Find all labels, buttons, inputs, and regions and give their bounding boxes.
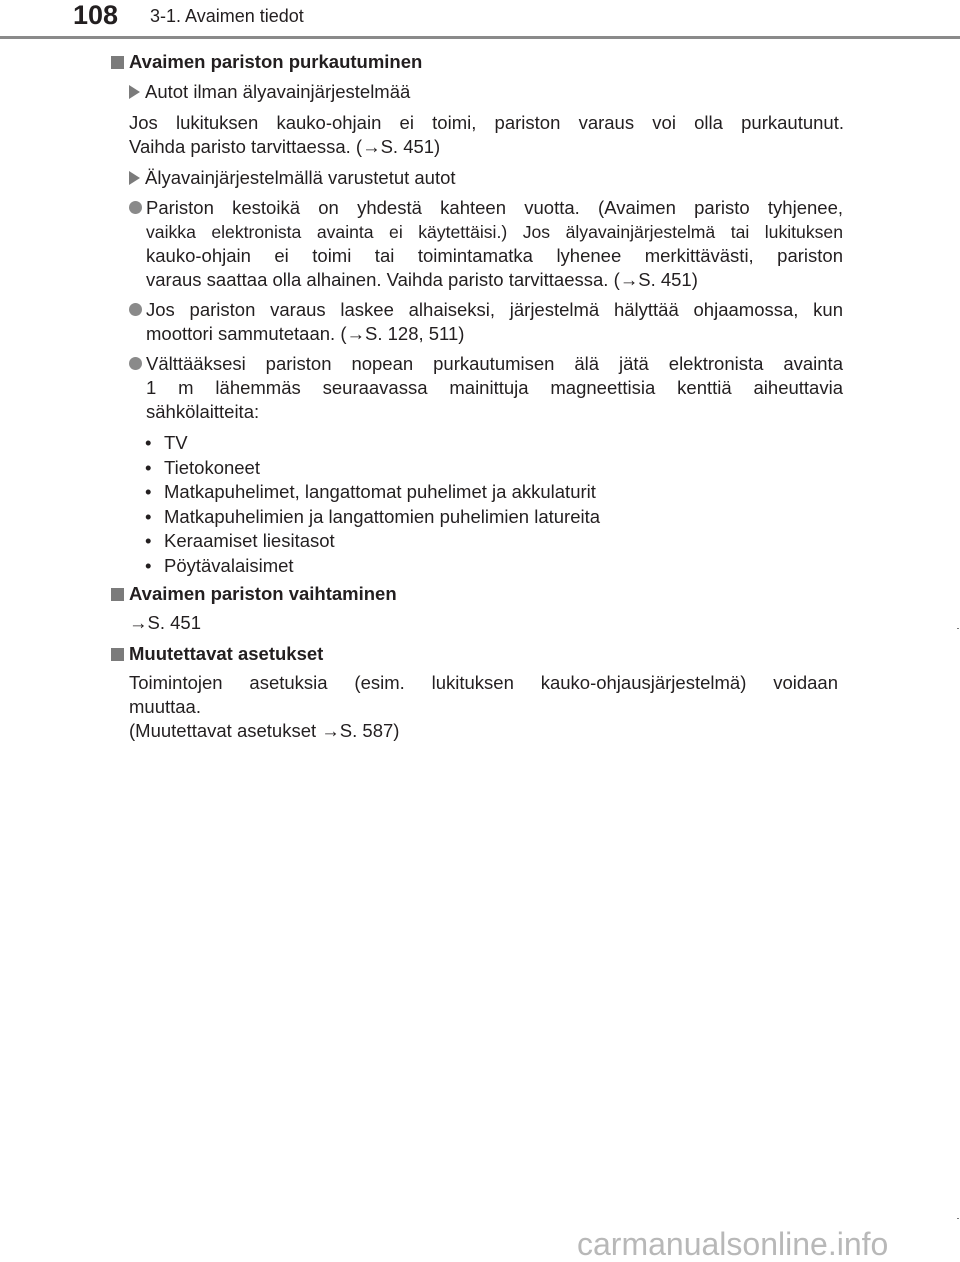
list-bullet: • <box>145 505 152 527</box>
list-item-text: Matkapuhelimet, langattomat puhelimet ja akkulaturit <box>164 481 596 502</box>
heading-battery-replacement <box>111 582 397 606</box>
reference-link[interactable]: →S. 451 <box>129 612 201 633</box>
bullet-line: Pariston kestoikä on yhdestä kahteen vuotta. (Avaimen paristo tyhjenee, <box>146 197 843 218</box>
bullet-line: vaikka elektronista avainta ei käytettäisi.) Jos älyavainjärjestelmä tai lukituksen <box>146 222 843 242</box>
list-bullet: • <box>145 456 152 478</box>
circle-bullet-icon <box>129 201 142 214</box>
heading-text: Avaimen pariston purkautuminen <box>129 51 423 72</box>
list-item <box>145 456 600 481</box>
list-item <box>145 431 600 456</box>
list-item <box>145 480 600 505</box>
page-header <box>0 0 960 40</box>
list-bullet: • <box>145 554 152 576</box>
bullet-line: sähkölaitteita: <box>146 401 260 422</box>
device-list <box>145 431 600 578</box>
crop-mark <box>957 628 959 629</box>
paragraph-no-smart-key <box>129 111 844 159</box>
paragraph-line: (Muutettavat asetukset →S. 587) <box>129 720 400 741</box>
subhead-smart-key <box>129 166 456 190</box>
paragraph-line: Jos lukituksen kauko-ohjain ei toimi, pariston varaus voi olla purkautunut. <box>129 112 844 133</box>
list-item <box>145 505 600 530</box>
heading-text: Avaimen pariston vaihtaminen <box>129 583 397 604</box>
triangle-bullet-icon <box>129 85 140 99</box>
square-bullet-icon <box>111 56 124 69</box>
list-bullet: • <box>145 530 152 551</box>
header-rule <box>0 36 960 39</box>
subhead-no-smart-key <box>129 80 410 104</box>
list-item <box>145 529 600 554</box>
bullet-line: moottori sammutetaan. (→S. 128, 511) <box>146 323 465 344</box>
list-bullet: • <box>145 432 152 453</box>
heading-battery-depletion <box>111 50 422 74</box>
bullet-line: varaus saattaa olla alhainen. Vaihda paristo tarvittaessa. (→S. 451) <box>146 269 698 290</box>
bullet-line: Välttääksesi pariston nopean purkautumisen älä jätä elektronista avainta <box>146 353 843 374</box>
square-bullet-icon <box>111 588 124 601</box>
list-item-text: TV <box>164 432 188 453</box>
list-item <box>145 554 600 579</box>
triangle-bullet-icon <box>129 171 140 185</box>
bullet-line: Jos pariston varaus laskee alhaiseksi, järjestelmä hälyttää ohjaamossa, kun <box>146 299 843 320</box>
subhead-text: Autot ilman älyavainjärjestelmää <box>145 81 411 102</box>
section-title: 3-1. Avaimen tiedot <box>150 6 304 26</box>
paragraph-line: Toimintojen asetuksia (esim. lukituksen kauko-ohjausjärjestelmä) voidaan <box>129 672 838 693</box>
list-item-text: Keraamiset liesitasot <box>164 530 335 551</box>
square-bullet-icon <box>111 648 124 661</box>
heading-custom-settings <box>111 642 323 666</box>
bullet-line: 1 m lähemmäs seuraavassa mainittuja magneettisia kenttiä aiheuttavia <box>146 377 843 398</box>
subhead-text: Älyavainjärjestelmällä varustetut autot <box>145 167 456 188</box>
crop-mark <box>957 1218 959 1219</box>
list-item-text: Tietokoneet <box>164 456 260 478</box>
list-item-text: Pöytävalaisimet <box>164 554 294 576</box>
paragraph-line: muuttaa. <box>129 696 201 717</box>
bullet-line: kauko-ohjain ei toimi tai toimintamatka lyhenee merkittävästi, pariston <box>146 245 843 266</box>
list-bullet: • <box>145 481 152 502</box>
watermark: carmanualsonline.info <box>577 1226 889 1262</box>
list-item-text: Matkapuhelimien ja langattomien puhelimien latureita <box>164 505 601 527</box>
paragraph-line: Vaihda paristo tarvittaessa. (→S. 451) <box>129 136 441 157</box>
circle-bullet-icon <box>129 357 142 370</box>
circle-bullet-icon <box>129 303 142 316</box>
paragraph-custom-settings <box>129 671 838 743</box>
heading-text: Muutettavat asetukset <box>129 643 324 664</box>
page-number: 108 <box>73 0 119 30</box>
